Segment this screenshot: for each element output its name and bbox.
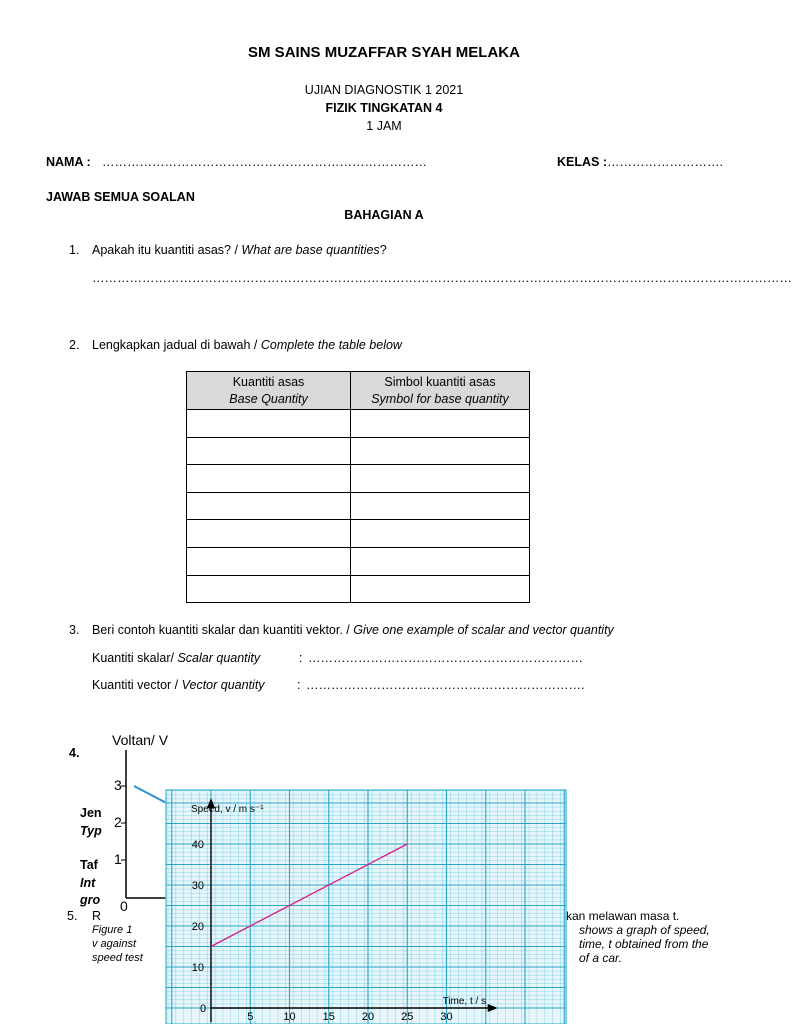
col2-ms: Simbol kuantiti asas [384,374,496,389]
y-axis-label: Speed, v / m s⁻¹ [191,804,264,815]
vector-answer-line[interactable]: …………………………………………………………. [306,678,585,692]
x-tick-label: 15 [322,1011,335,1023]
y-tick-label: 20 [191,921,204,933]
section-title: BAHAGIAN A [344,208,424,222]
symbol-cell[interactable] [351,465,530,493]
q3-question [92,623,614,637]
q5-right-text [579,923,710,965]
table-row [187,575,530,603]
base-quantity-cell[interactable] [187,547,351,575]
x-tick-label: 0 [199,1003,207,1015]
base-quantity-cell[interactable] [187,492,351,520]
q5-left-line: Figure 1 [92,924,133,936]
table-row [187,492,530,520]
scalar-colon: : [299,651,303,665]
col-base-quantity-header [187,372,351,410]
x-axis-label: Time, t / s [442,996,487,1007]
col1-ms: Kuantiti asas [232,374,305,389]
q4-number: 4. [69,746,80,760]
q2-text-en: Complete the table below [260,338,402,352]
q5-right-line: shows a graph of speed, [579,923,710,937]
voltage-tick-0: 0 [120,898,128,914]
col1-en: Base Quantity [229,391,308,406]
base-quantity-cell[interactable] [187,437,351,465]
x-tick-label: 30 [440,1011,453,1023]
q5-right-line: time, t obtained from the [579,937,709,951]
q5-right-line: of a car. [579,951,622,965]
q1-question [92,243,387,257]
q3-vector-label [92,678,265,692]
school-title: SM SAINS MUZAFFAR SYAH MELAKA [248,44,520,61]
duration: 1 JAM [366,119,402,133]
q3-number: 3. [69,623,80,637]
x-tick-label: 25 [401,1011,414,1023]
instruction: JAWAB SEMUA SOALAN [46,190,195,204]
class-field[interactable]: ………………………. [607,155,723,169]
y-tick-label: 30 [191,880,204,892]
q1-number: 1. [69,243,80,257]
scalar-en: Scalar quantity [177,651,261,665]
base-quantity-cell[interactable] [187,410,351,438]
q5-frag-r: R [92,909,102,923]
q5-number: 5. [67,909,78,923]
x-tick-label: 5 [247,1011,254,1023]
table-row [187,437,530,465]
table-row [187,410,530,438]
table-row [187,520,530,548]
voltage-ylabel: Voltan/ V [112,732,169,748]
symbol-cell[interactable] [351,520,530,548]
table-row [187,465,530,493]
symbol-cell[interactable] [351,492,530,520]
speed-time-chart [166,790,566,1024]
q5-left-text [92,923,143,965]
voltage-tick-1: 1 [114,851,122,867]
symbol-cell[interactable] [351,575,530,603]
q5-left-line: speed test [92,952,143,964]
q1-text-ms: Apakah itu kuantiti asas? / [92,243,242,257]
scalar-answer-line[interactable]: ………………………………………………………… [308,651,583,665]
subject-title: FIZIK TINGKATAN 4 [325,101,443,115]
col2-en: Symbol for base quantity [371,391,509,406]
q3-scalar-label [92,651,260,665]
vector-en: Vector quantity [181,678,265,692]
exam-title: UJIAN DIAGNOSTIK 1 2021 [304,83,464,97]
base-quantity-cell[interactable] [187,465,351,493]
q4-frag-tafsir: Taf [80,858,98,872]
table-header-row [187,372,530,410]
table-row [187,547,530,575]
class-label: KELAS : [557,155,607,169]
chart-background [166,790,566,1024]
q3-text-ms: Beri contoh kuantiti skalar dan kuantiti vektor. / [92,623,354,637]
vector-ms: Kuantiti vector / [92,678,182,692]
name-label: NAMA : [46,155,91,169]
q5-right-ms: kan melawan masa t. [566,909,680,923]
name-field[interactable]: …………………………………………………………………… [102,155,427,169]
q2-text-ms: Lengkapkan jadual di bawah / [92,338,261,352]
y-tick-label: 40 [191,839,204,851]
x-tick-label: 10 [283,1011,296,1023]
q1-answer-line[interactable]: …………………………………………………………………………………………………………………………………………………… [92,271,792,285]
q1-end: ? [379,243,387,257]
q1-text-en: What are base quantities [241,243,380,257]
q2-number: 2. [69,338,80,352]
symbol-cell[interactable] [351,547,530,575]
voltage-tick-3: 3 [114,777,122,793]
y-tick-label: 10 [191,962,204,974]
base-quantity-table [186,371,530,603]
q5-left-line: v against [92,938,137,950]
voltage-tick-2: 2 [114,814,122,830]
col-symbol-header [351,372,530,410]
symbol-cell[interactable] [351,437,530,465]
vector-colon: : [297,678,301,692]
base-quantity-cell[interactable] [187,575,351,603]
x-tick-label: 20 [361,1011,375,1023]
q3-text-en: Give one example of scalar and vector quantity [353,623,614,637]
q4-frag-jenis: Jen [80,806,102,820]
base-quantity-cell[interactable] [187,520,351,548]
symbol-cell[interactable] [351,410,530,438]
q2-question [92,338,402,352]
q4-frag-graph: gro [80,893,101,907]
q4-frag-type: Typ [80,824,102,838]
q4-frag-interpret: Int [80,876,96,890]
scalar-ms: Kuantiti skalar/ [92,651,178,665]
